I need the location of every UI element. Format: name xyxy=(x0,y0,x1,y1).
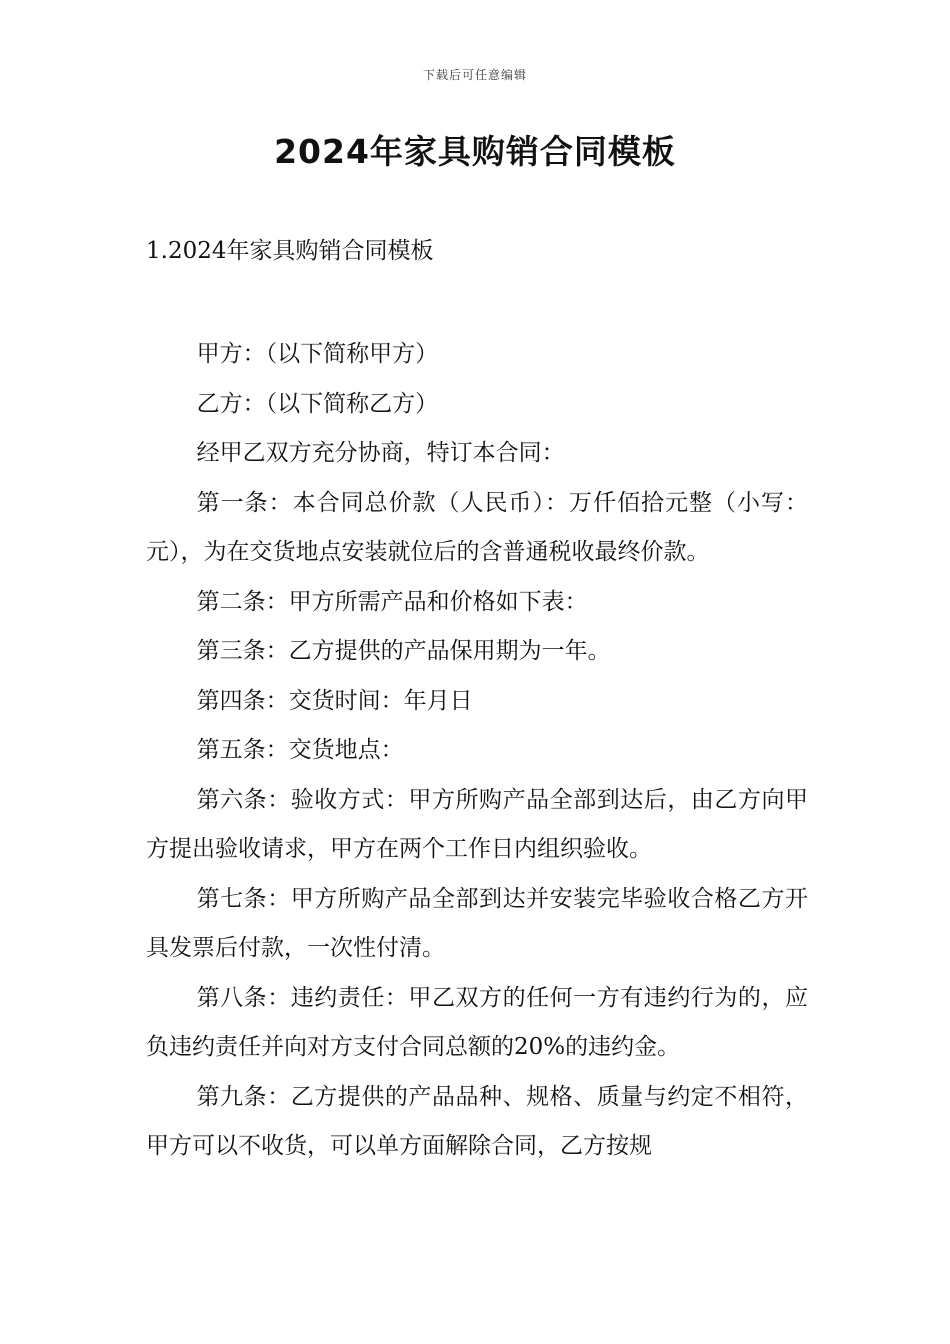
article-4: 第四条：交货时间：年月日 xyxy=(196,687,473,714)
header-note: 下载后可任意编辑 xyxy=(422,68,527,82)
section-heading: 1.2024年家具购销合同模板 xyxy=(146,238,434,264)
article-2: 第二条：甲方所需产品和价格如下表： xyxy=(196,588,588,615)
document-title: 2024年家具购销合同模板 xyxy=(274,132,676,171)
article-6: 第六条：验收方式：甲方所购产品全部到达后，由乙方向甲方提出验收请求，甲方在两个工作日内组织验收。 xyxy=(146,786,808,862)
article-8: 第八条：违约责任：甲乙双方的任何一方有违约行为的，应负违约责任并向对方支付合同总额的20%的违约金。 xyxy=(146,984,808,1060)
preamble: 经甲乙双方充分协商，特订本合同： xyxy=(196,440,565,466)
article-1: 第一条：本合同总价款（人民币）：万仟佰拾元整（小写：元），为在交货地点安装就位后的含普通税收最终价款。 xyxy=(146,489,808,565)
article-9: 第九条：乙方提供的产品品种、规格、质量与约定不相符，甲方可以不收货，可以单方面解除合同，乙方按规 xyxy=(146,1083,808,1159)
party-a-line: 甲方：（以下简称甲方） xyxy=(196,341,439,367)
article-3: 第三条：乙方提供的产品保用期为一年。 xyxy=(196,638,611,664)
article-5: 第五条：交货地点： xyxy=(196,737,404,763)
party-b-line: 乙方：（以下简称乙方） xyxy=(196,390,439,417)
contract-body xyxy=(146,330,808,1172)
article-7: 第七条：甲方所购产品全部到达并安装完毕验收合格乙方开具发票后付款，一次性付清。 xyxy=(146,885,808,961)
